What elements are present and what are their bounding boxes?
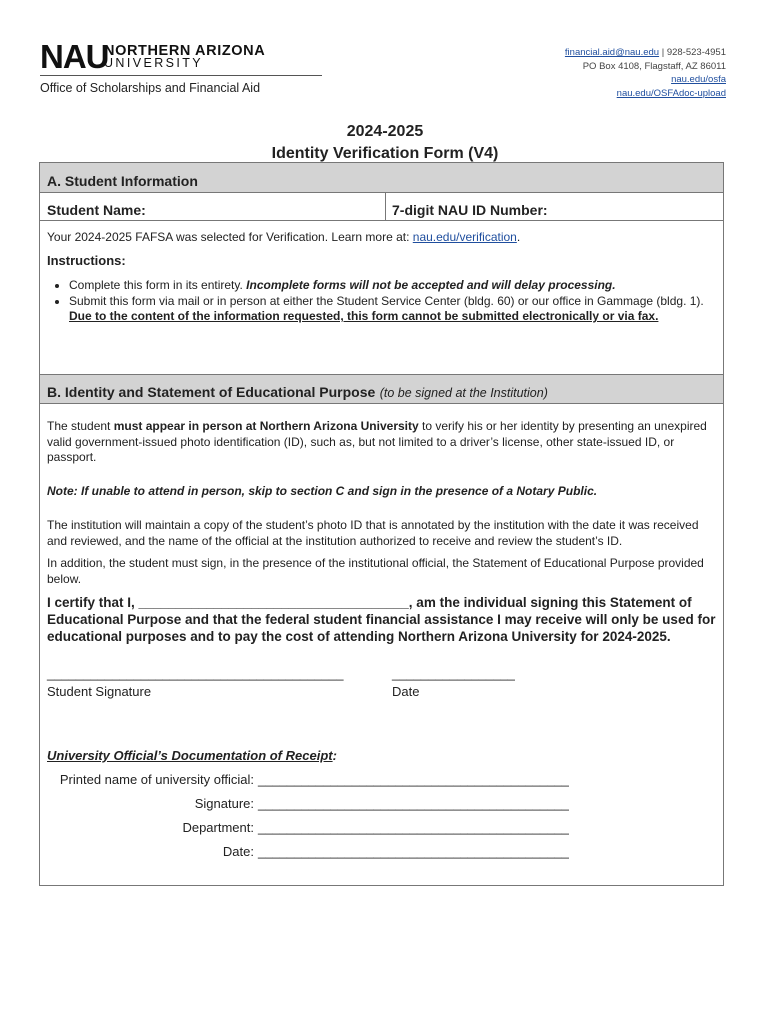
official-date-line[interactable]: ___________________________________________ xyxy=(258,844,569,859)
form-year: 2024-2025 xyxy=(346,123,424,140)
student-signature-line[interactable]: _________________________________________ xyxy=(47,666,344,681)
instructions-list xyxy=(47,278,707,325)
instruction-emphasis: Due to the content of the information requested, this form cannot be submitted electronically or via fax. xyxy=(69,309,659,323)
logo-divider xyxy=(40,75,322,76)
instruction-text: Submit this form via mail or in person at either the Student Service Center (bldg. 60) or our office in Gammage (bldg. 1). xyxy=(69,293,704,308)
verification-link[interactable]: nau.edu/verification xyxy=(412,230,517,244)
logo-university-name: NORTHERN ARIZONA xyxy=(104,43,266,59)
contact-block xyxy=(565,46,726,100)
row-divider xyxy=(385,193,386,220)
notary-note: Note: If unable to attend in person, skip to section C and sign in the presence of a Notary Public. xyxy=(47,484,598,498)
fafsa-sentence: Your 2024-2025 FAFSA was selected for Verification. Learn more at: xyxy=(47,230,413,244)
printed-name-label: Printed name of university official: xyxy=(59,772,254,787)
office-name: Office of Scholarships and Financial Aid xyxy=(40,81,261,95)
instruction-emphasis: Incomplete forms will not be accepted and will delay processing. xyxy=(246,278,616,292)
signature-paragraph: In addition, the student must sign, in the presence of the institutional official, the Statement of Educational Purpose provided below. xyxy=(47,556,704,586)
section-a-header xyxy=(40,163,723,193)
form-box xyxy=(39,162,724,886)
certification-statement: I certify that I, ____________________________________, am the individual signing this Statement of Educational Purpose and that the federal student financial assistance I may receive will only be used for educational purposes and to pay the cost of attending Northern Arizona University for 2024-2025. xyxy=(47,595,716,644)
date-line[interactable]: _________________ xyxy=(392,666,515,681)
nau-id-label: 7-digit NAU ID Number: xyxy=(392,202,548,218)
email-link[interactable]: financial.aid@nau.edu xyxy=(564,47,660,58)
instruction-item xyxy=(69,278,707,294)
official-heading xyxy=(47,748,337,763)
section-a-title: A. Student Information xyxy=(47,173,198,189)
fafsa-period: . xyxy=(516,230,521,244)
student-signature-label: Student Signature xyxy=(47,684,152,699)
row-rule xyxy=(40,220,723,221)
p1-emphasis: must appear in person at Northern Arizona University xyxy=(113,419,419,433)
section-b-header xyxy=(40,374,723,404)
official-heading-text: University Official’s Documentation of Receipt xyxy=(47,748,333,763)
logo-university-sub: UNIVERSITY xyxy=(104,56,204,70)
p1-end: to verify his or her identity by presenting an unexpired valid government-issued photo identification (ID), such as, but not limited to a driver’s license, other state-issued ID, or passport. xyxy=(47,419,707,464)
section-b-note: (to be signed at the Institution) xyxy=(379,386,548,400)
upload-link[interactable]: nau.edu/OSFAdoc-upload xyxy=(616,87,726,99)
instruction-text: Complete this form in its entirety. xyxy=(69,278,247,292)
date-label: Date xyxy=(392,684,420,699)
department-line[interactable]: ___________________________________________ xyxy=(258,820,569,835)
section-b-heading: B. Identity and Statement of Educational Purpose xyxy=(47,384,376,400)
address: PO Box 4108, Flagstaff, AZ 86011 xyxy=(582,60,726,72)
official-heading-colon: : xyxy=(332,748,337,763)
fafsa-text xyxy=(47,230,717,246)
official-date-label: Date: xyxy=(222,844,254,859)
osfa-link[interactable]: nau.edu/osfa xyxy=(671,74,726,85)
instructions-label: Instructions: xyxy=(47,253,126,268)
official-signature-line[interactable]: ___________________________________________ xyxy=(258,796,569,811)
department-label: Department: xyxy=(182,820,254,835)
identity-paragraph xyxy=(47,419,712,466)
official-signature-label: Signature: xyxy=(194,796,254,811)
nau-logo xyxy=(40,38,109,75)
phone: | 928-523-4951 xyxy=(661,47,726,58)
nau-logo-mark: NAU xyxy=(40,38,109,75)
p1-start: The student xyxy=(47,419,114,433)
institution-paragraph: The institution will maintain a copy of the student’s photo ID that is annotated by the institution with the date it was received and reviewed, and the name of the official at the institution authorized to receive and review the student’s ID. xyxy=(47,518,699,548)
instruction-item xyxy=(69,294,707,325)
printed-name-line[interactable]: ___________________________________________ xyxy=(258,772,569,787)
student-name-label: Student Name: xyxy=(47,202,146,218)
form-title: Identity Verification Form (V4) xyxy=(271,145,499,162)
section-b-title xyxy=(47,384,548,402)
